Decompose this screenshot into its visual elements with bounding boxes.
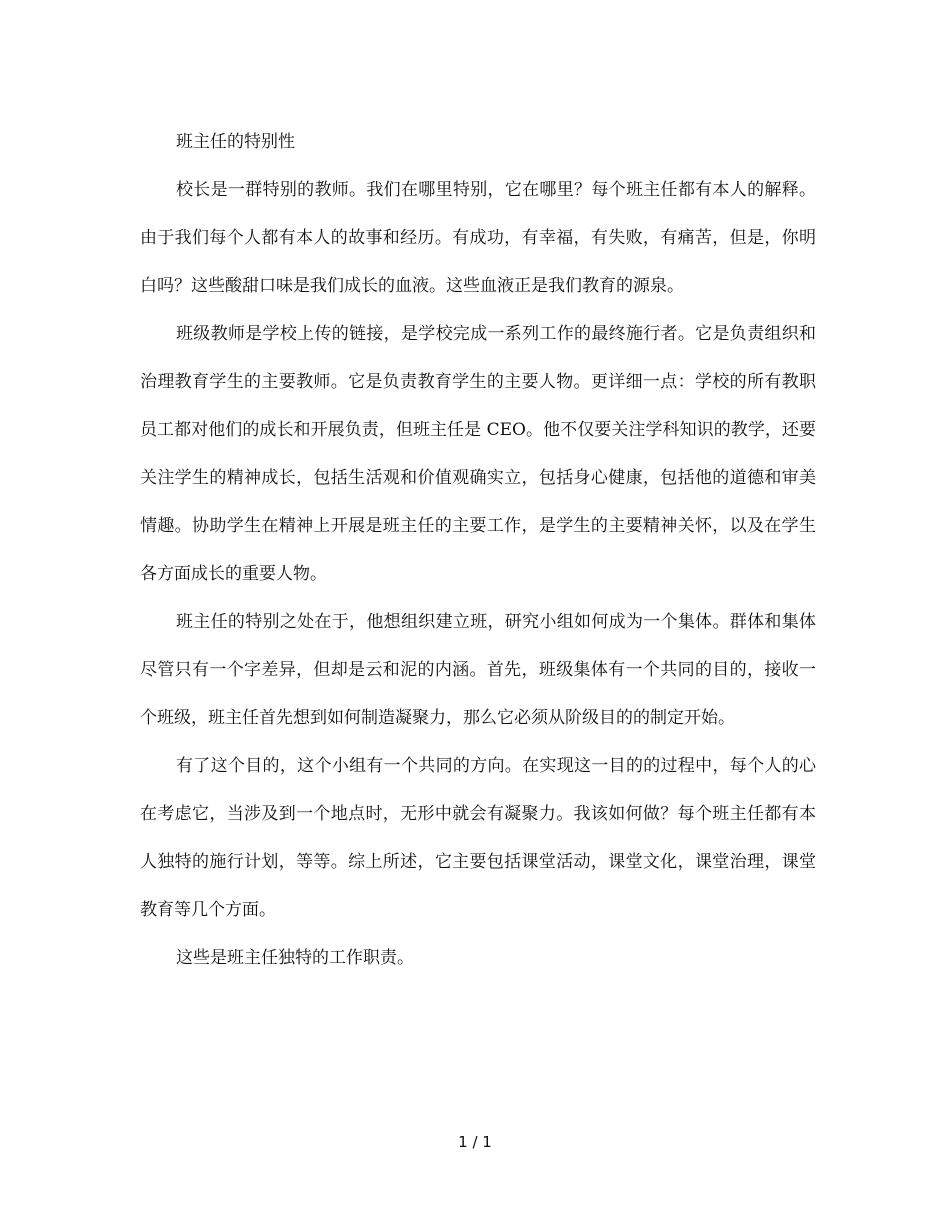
document-body (140, 118, 816, 982)
paragraph-3: 班主任的特别之处在于，他想组织建立班，研究小组如何成为一个集体。群体和集体尽管只有一个字差异，但却是云和泥的内涵。首先，班级集体有一个共同的目的，接收一个班级，班主任首先想到如何制造凝聚力，那么它必须从阶级目的的制定开始。 (140, 612, 816, 728)
page-number: 1 / 1 (458, 1133, 492, 1151)
paragraph-5: 这些是班主任独特的工作职责。 (176, 948, 414, 968)
paragraph-4: 有了这个目的，这个小组有一个共同的方向。在实现这一目的的过程中，每个人的心在考虑它，当涉及到一个地点时，无形中就会有凝聚力。我该如何做？每个班主任都有本人独特的施行计划，等等。综上所述，它主要包括课堂活动，课堂文化，课堂治理，课堂教育等几个方面。 (140, 756, 816, 920)
paragraph-1: 校长是一群特别的教师。我们在哪里特别，它在哪里？每个班主任都有本人的解释。由于我们每个人都有本人的故事和经历。有成功，有幸福，有失败，有痛苦，但是，你明白吗？这些酸甜口味是我们成长的血液。这些血液正是我们教育的源泉。 (140, 180, 816, 296)
paragraph-2: 班级教师是学校上传的链接，是学校完成一系列工作的最终施行者。它是负责组织和治理教育学生的主要教师。它是负责教育学生的主要人物。更详细一点：学校的所有教职员工都对他们的成长和开展负责，但班主任是 CEO。他不仅要关注学科知识的教学，还要关注学生的精神成长，包括生活观和价值观确实立，包括身心健康，包括他的道德和审美情趣。协助学生在精神上开展是班主任的主要工作，是学生的主要精神关怀，以及在学生各方面成长的重要人物。 (140, 324, 816, 584)
document-title: 班主任的特别性 (176, 132, 295, 152)
